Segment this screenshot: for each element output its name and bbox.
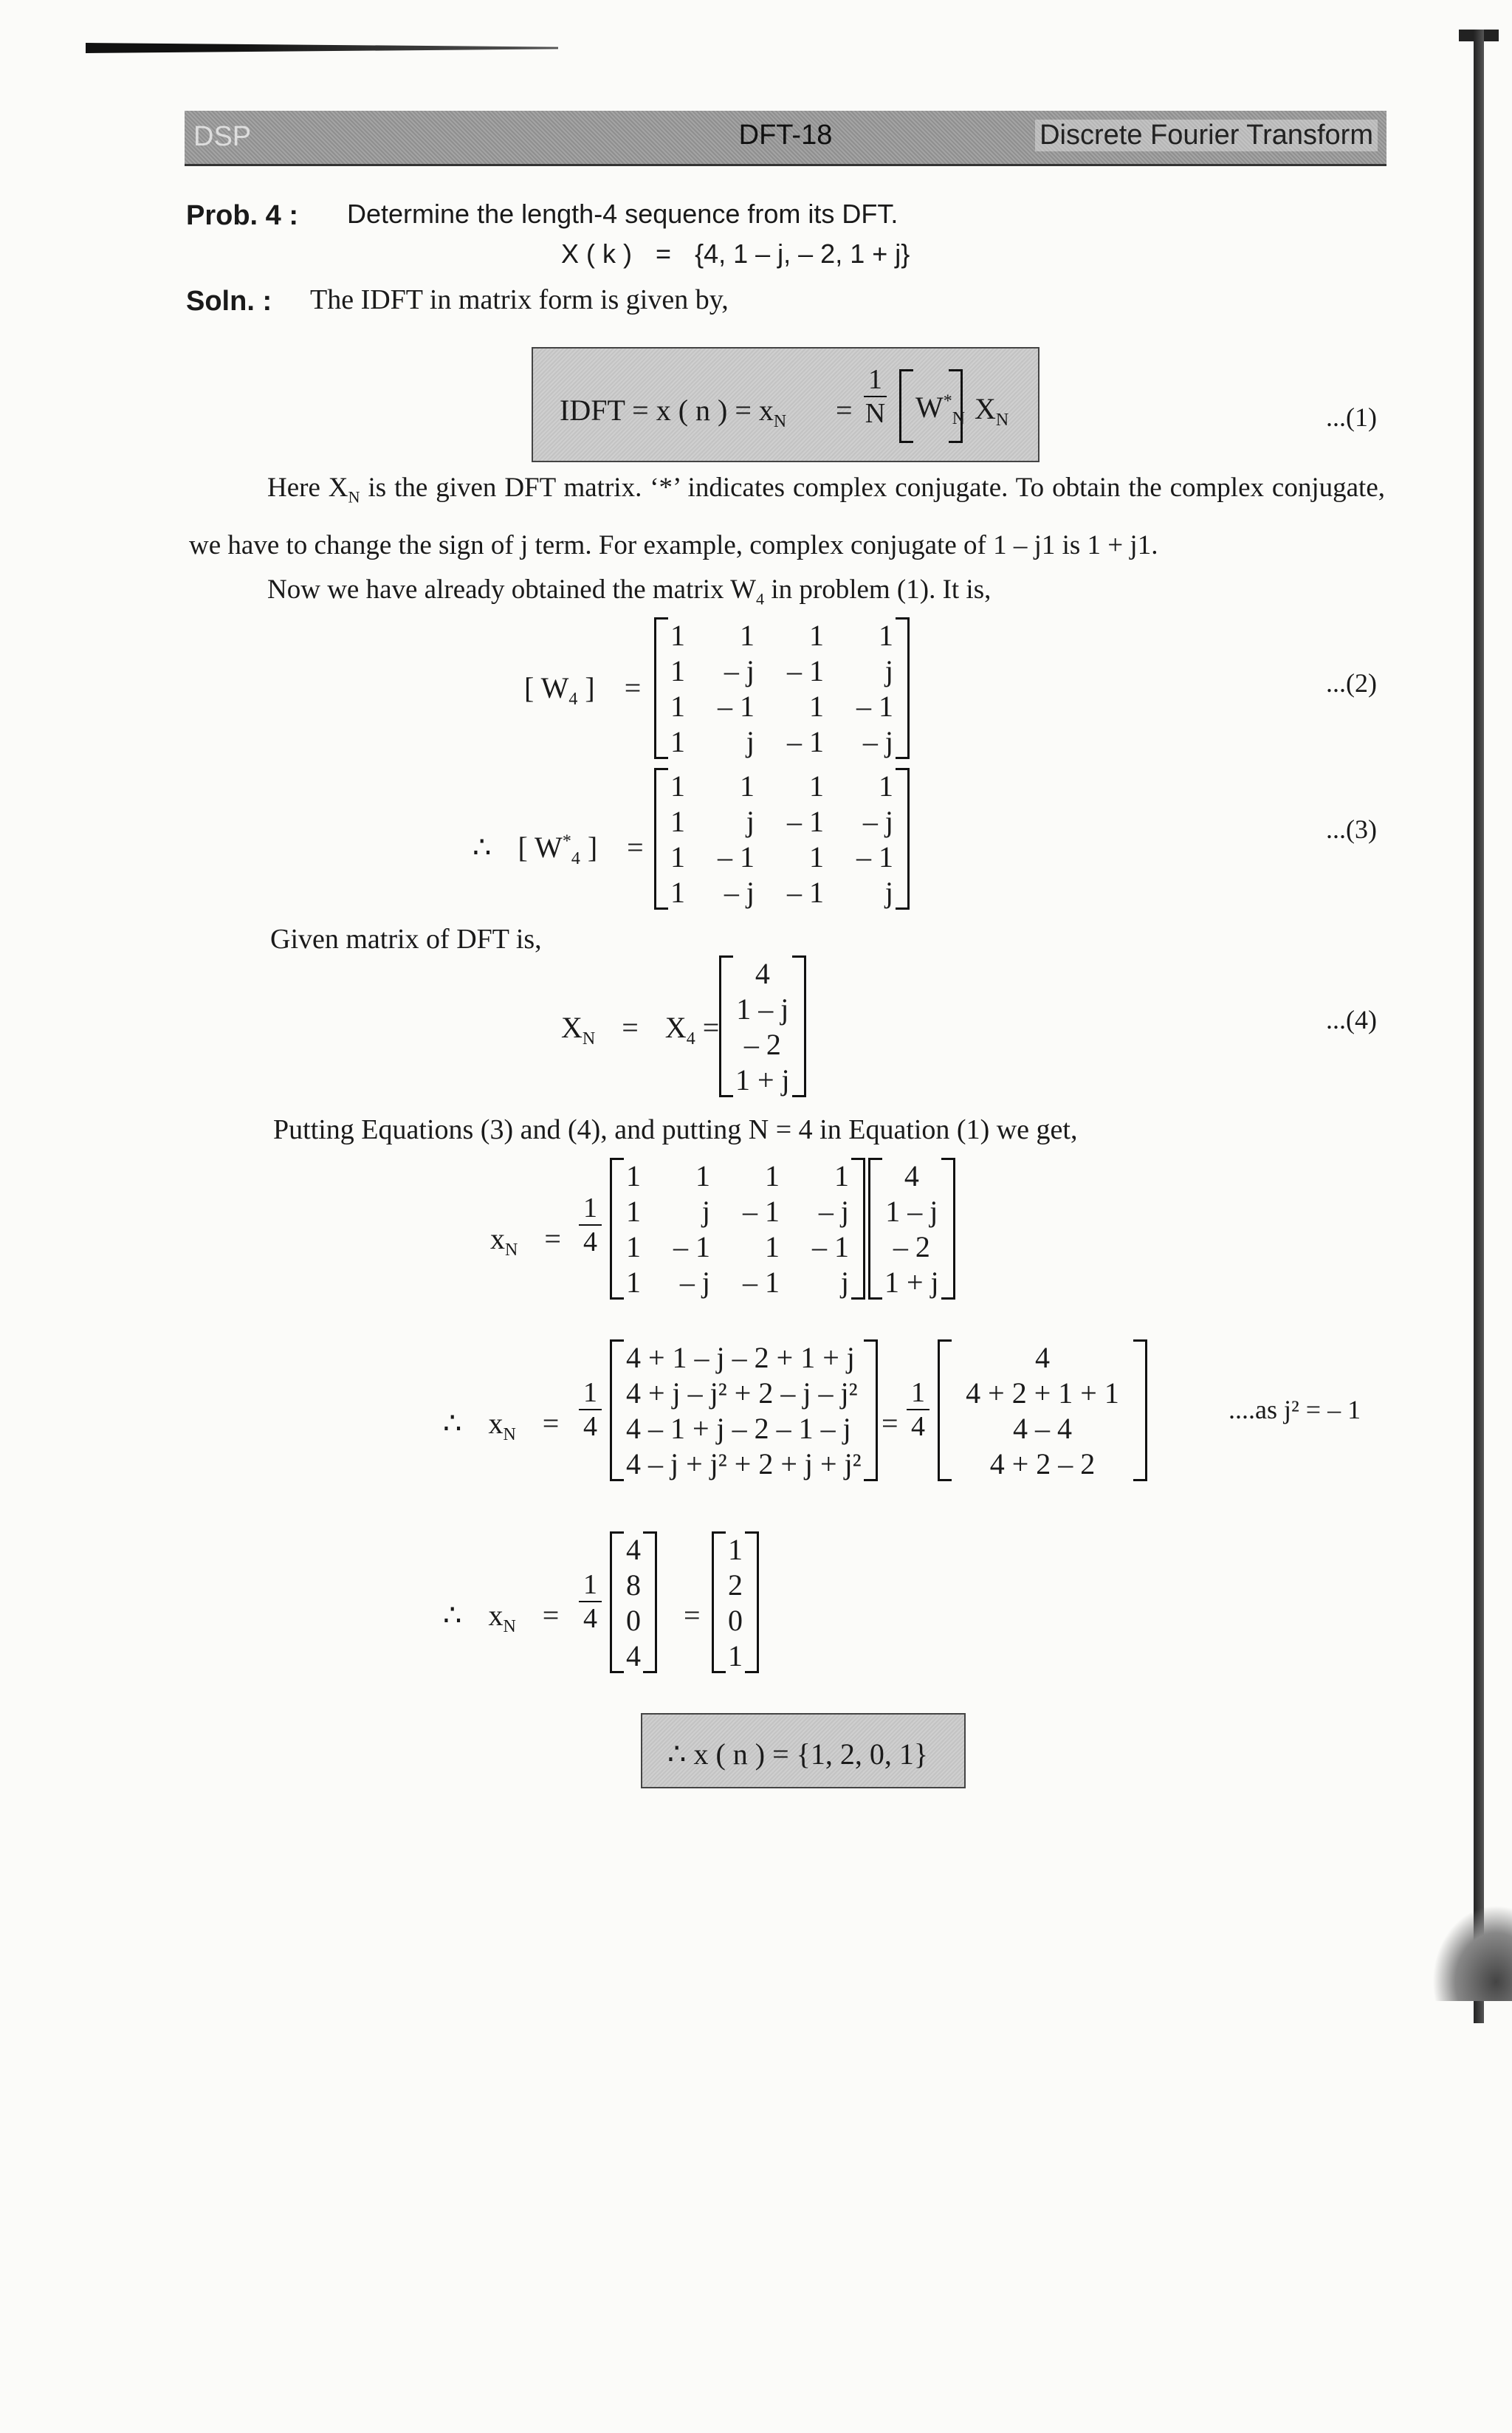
matrix-cell: 1 — [809, 769, 824, 803]
x-sub: N — [995, 411, 1009, 430]
matrix-cell: – 1 — [673, 1229, 710, 1263]
w4-matrix-table — [654, 617, 910, 759]
eq7-lhs — [443, 1598, 559, 1638]
w4-matrix — [654, 617, 910, 759]
bracket-left — [654, 768, 668, 910]
eq7-eq2: = — [684, 1599, 701, 1632]
eq3-lhs-sub: 4 — [571, 849, 580, 868]
bracket-right — [643, 1531, 657, 1673]
eq4-lhs — [561, 1010, 719, 1050]
matrix-cell: 1 — [765, 1229, 780, 1263]
idft-fraction — [864, 363, 887, 430]
x4-vector — [719, 955, 806, 1097]
matrix-cell: 4 – 1 + j – 2 – 1 – j — [626, 1411, 851, 1445]
bracket-left — [610, 1158, 624, 1300]
eq5-matrix-table — [610, 1158, 865, 1300]
explanation-paragraph — [189, 464, 1385, 570]
bracket-right — [792, 955, 806, 1097]
eq6-fraction2 — [907, 1376, 929, 1443]
matrix-cell: 4 — [626, 1532, 641, 1566]
eq6-left-table — [610, 1339, 878, 1481]
matrix-cell: 1 + j — [884, 1265, 939, 1299]
solution-label: Soln. : — [186, 286, 272, 317]
eq6-frac2-den: 4 — [911, 1411, 925, 1442]
eq-number-3: ...(3) — [1326, 814, 1377, 844]
result-box — [641, 1713, 966, 1788]
matrix-cell: 1 — [809, 618, 824, 652]
matrix-cell: 1 — [670, 689, 685, 723]
w4-conj-matrix-table — [654, 768, 910, 910]
bracket-right — [896, 768, 910, 910]
bracket-left — [899, 369, 913, 443]
matrix-cell: – 1 — [787, 875, 824, 909]
eq4-lhs-sub: N — [582, 1029, 596, 1049]
bracket-right — [896, 617, 910, 759]
matrix-cell: 4 — [755, 956, 770, 990]
matrix-cell: 1 — [670, 618, 685, 652]
eq7-vector1 — [610, 1531, 657, 1673]
para1-start: Here X — [267, 473, 348, 503]
eq7-lhs-text: x — [488, 1599, 504, 1632]
eq6-frac-den: 4 — [583, 1411, 597, 1442]
matrix-cell: 1 — [834, 1159, 849, 1193]
eq6-eq: = — [542, 1407, 560, 1440]
matrix-cell: 4 + j – j² + 2 – j – j² — [626, 1376, 858, 1410]
eq5-matrix — [610, 1158, 865, 1300]
w4-conj-matrix — [654, 768, 910, 910]
matrix-cell: 1 — [728, 1638, 743, 1672]
eq5-vector — [868, 1158, 955, 1300]
solution-text: The IDFT in matrix form is given by, — [310, 284, 729, 315]
matrix-cell: j — [884, 875, 893, 909]
matrix-cell: 1 – j — [736, 992, 789, 1026]
eq-number-4: ...(4) — [1326, 1005, 1377, 1034]
matrix-cell: 1 — [765, 1159, 780, 1193]
eq5-frac-num: 1 — [579, 1192, 602, 1226]
matrix-cell: 1 – j — [885, 1194, 938, 1228]
eq-number-2: ...(2) — [1326, 668, 1377, 698]
matrix-cell: – j — [724, 875, 755, 909]
matrix-cell: 0 — [728, 1603, 743, 1637]
matrix-cell: 4 – j + j² + 2 + j + j² — [626, 1447, 862, 1480]
page-binding-edge — [1474, 30, 1484, 2023]
para1-sub: N — [348, 487, 360, 507]
eq7-lhs-sub: N — [503, 1617, 516, 1636]
bracket-left — [938, 1339, 952, 1481]
para2-sub: 4 — [756, 589, 765, 608]
bracket-left — [654, 617, 668, 759]
matrix-cell: 1 — [626, 1159, 641, 1193]
matrix-cell: 0 — [626, 1603, 641, 1637]
matrix-cell: 1 — [809, 840, 824, 874]
eq6-fraction — [579, 1376, 602, 1443]
x-text: X — [975, 392, 996, 425]
matrix-cell: – 1 — [856, 840, 893, 874]
matrix-cell: 1 — [626, 1229, 641, 1263]
header-chapter-title: Discrete Fourier Transform — [1035, 120, 1378, 151]
eq6-lhs — [443, 1406, 559, 1446]
matrix-cell: – 1 — [787, 653, 824, 687]
idft-frac-den: N — [865, 398, 886, 429]
w-conj-bracket — [899, 369, 966, 443]
eq7-eq: = — [542, 1599, 560, 1632]
eq6-frac2-num: 1 — [907, 1376, 929, 1410]
matrix-cell: 4 + 2 + 1 + 1 — [966, 1376, 1119, 1410]
eq-number-1: ...(1) — [1326, 402, 1377, 432]
matrix-cell: j — [840, 1265, 849, 1299]
eq5-lhs — [490, 1221, 561, 1261]
eq2-eq: = — [624, 671, 642, 704]
eq7-vector2 — [712, 1531, 759, 1673]
eq6-lhs-sub: N — [503, 1425, 516, 1444]
given-dft — [561, 238, 910, 270]
matrix-cell: j — [746, 724, 755, 758]
matrix-cell: j — [884, 653, 893, 687]
eq7-fraction — [579, 1568, 602, 1635]
eq5-eq: = — [544, 1222, 561, 1255]
idft-lhs — [560, 393, 786, 433]
matrix-cell: 2 — [728, 1568, 743, 1602]
bracket-right — [851, 1158, 865, 1300]
matrix-cell: – 1 — [787, 724, 824, 758]
header-page-number: DFT-18 — [738, 120, 833, 151]
eq6-right-matrix — [938, 1339, 1147, 1481]
bracket-left — [712, 1531, 726, 1673]
eq6-eq2: = — [882, 1407, 898, 1440]
matrix-cell: 1 — [740, 618, 755, 652]
w4-intro — [267, 566, 991, 623]
eq7-frac-den: 4 — [583, 1603, 597, 1634]
eq4-eq1: = — [622, 1011, 639, 1044]
eq5-fraction — [579, 1192, 602, 1258]
eq6-lhs-text: x — [488, 1407, 504, 1440]
given-rhs: {4, 1 – j, – 2, 1 + j} — [695, 239, 910, 269]
eq6-left-matrix — [610, 1339, 878, 1481]
matrix-cell: – j — [724, 653, 755, 687]
matrix-cell: 4 – 4 — [1013, 1411, 1072, 1445]
matrix-cell: 1 — [879, 618, 893, 652]
matrix-cell: 1 — [740, 769, 755, 803]
eq3-lhs-text: [ W — [518, 831, 563, 864]
eq2-lhs-end: ] — [585, 671, 595, 704]
matrix-cell: j — [746, 804, 755, 838]
matrix-cell: 1 — [670, 840, 685, 874]
matrix-cell: 4 + 1 – j – 2 + 1 + j — [626, 1340, 855, 1374]
w-sub: N — [952, 409, 966, 428]
bracket-left — [868, 1158, 882, 1300]
idft-eq: = — [836, 394, 853, 427]
matrix-cell: 1 — [670, 875, 685, 909]
eq2-lhs-sub: 4 — [568, 690, 578, 709]
matrix-cell: 1 + j — [735, 1063, 790, 1097]
w-text: W — [915, 391, 944, 424]
eq6-right-table — [938, 1339, 1147, 1481]
therefore-symbol: ∴ — [472, 831, 492, 864]
top-rule — [86, 43, 558, 53]
bracket-right — [1133, 1339, 1147, 1481]
eq4-mid-sub: 4 — [686, 1029, 695, 1049]
eq4-mid: X — [664, 1011, 687, 1044]
matrix-cell: 1 — [670, 724, 685, 758]
eq2-lhs-text: [ W — [524, 671, 569, 704]
matrix-cell: 1 — [670, 804, 685, 838]
matrix-cell: 4 + 2 – 2 — [989, 1447, 1096, 1480]
matrix-cell: – 2 — [743, 1027, 781, 1061]
given-eq: = — [656, 239, 672, 269]
eq2-lhs — [524, 670, 641, 710]
problem-label: Prob. 4 : — [186, 200, 299, 231]
matrix-cell: 4 — [626, 1638, 641, 1672]
binding-shadow — [1432, 1905, 1512, 2001]
bracket-right — [745, 1531, 759, 1673]
matrix-cell: – j — [818, 1194, 849, 1228]
eq5-lhs-text: x — [490, 1222, 505, 1255]
eq3-lhs-sup: * — [562, 831, 571, 851]
bracket-left — [610, 1339, 624, 1481]
matrix-cell: – j — [862, 804, 893, 838]
matrix-cell: – j — [679, 1265, 710, 1299]
eq5-lhs-sub: N — [505, 1240, 518, 1260]
matrix-cell: 1 — [879, 769, 893, 803]
w-sup: * — [943, 391, 952, 411]
given-matrix-text: Given matrix of DFT is, — [270, 924, 542, 955]
bracket-right — [864, 1339, 878, 1481]
matrix-cell: – 1 — [743, 1265, 780, 1299]
bracket-left — [610, 1531, 624, 1673]
idft-lhs-sub: N — [773, 412, 787, 431]
matrix-cell: – j — [862, 724, 893, 758]
idft-lhs-text: IDFT = x ( n ) = x — [560, 394, 774, 427]
eq3-lhs-end: ] — [587, 831, 598, 864]
matrix-cell: – 2 — [893, 1229, 930, 1263]
matrix-cell: – 1 — [856, 689, 893, 723]
matrix-cell: 1 — [670, 653, 685, 687]
eq3-lhs — [472, 830, 644, 870]
matrix-cell: – 1 — [812, 1229, 849, 1263]
putting-text: Putting Equations (3) and (4), and putting N = 4 in Equation (1) we get, — [273, 1114, 1078, 1145]
matrix-cell: – 1 — [787, 804, 824, 838]
eq4-eq2: = — [702, 1011, 720, 1044]
matrix-cell: 1 — [695, 1159, 710, 1193]
matrix-cell: 4 — [904, 1159, 919, 1193]
header-left: DSP — [193, 121, 252, 152]
running-header — [185, 111, 1386, 166]
x-matrix-symbol — [975, 391, 1008, 431]
w-conj — [915, 390, 965, 430]
matrix-cell: 4 — [1035, 1340, 1050, 1374]
eq5-frac-den: 4 — [583, 1226, 597, 1257]
matrix-cell: 1 — [728, 1532, 743, 1566]
eq4-lhs-text: X — [561, 1011, 583, 1044]
idft-frac-num: 1 — [864, 363, 887, 397]
matrix-cell: – 1 — [743, 1194, 780, 1228]
idft-formula-box — [532, 347, 1040, 462]
matrix-cell: 1 — [626, 1265, 641, 1299]
problem-text: Determine the length-4 sequence from its DFT. — [347, 199, 898, 229]
matrix-cell: – 1 — [718, 689, 755, 723]
eq6-note: ....as j² = – 1 — [1228, 1395, 1361, 1424]
bracket-left — [719, 955, 733, 1097]
eq3-eq: = — [627, 831, 644, 864]
para2-start: Now we have already obtained the matrix W — [267, 574, 756, 605]
matrix-cell: j — [701, 1194, 710, 1228]
eq7-frac-num: 1 — [579, 1568, 602, 1602]
matrix-cell: 8 — [626, 1568, 641, 1602]
eq6-therefore: ∴ — [443, 1407, 462, 1440]
eq7-therefore: ∴ — [443, 1599, 462, 1632]
eq6-frac-num: 1 — [579, 1376, 602, 1410]
matrix-cell: – 1 — [718, 840, 755, 874]
para2-rest: in problem (1). It is, — [764, 574, 992, 605]
matrix-cell: 1 — [809, 689, 824, 723]
given-lhs: X ( k ) — [561, 239, 632, 269]
result-text: ∴ x ( n ) = {1, 2, 0, 1} — [667, 1737, 929, 1771]
matrix-cell: 1 — [670, 769, 685, 803]
para1-rest: is the given DFT matrix. ‘*’ indicates complex conjugate. To obtain the complex conjugate, we have to change the sign of j term. For example, complex conjugate of 1 – j1 is 1 + j1. — [189, 473, 1385, 561]
matrix-cell: 1 — [626, 1194, 641, 1228]
bracket-right — [941, 1158, 955, 1300]
